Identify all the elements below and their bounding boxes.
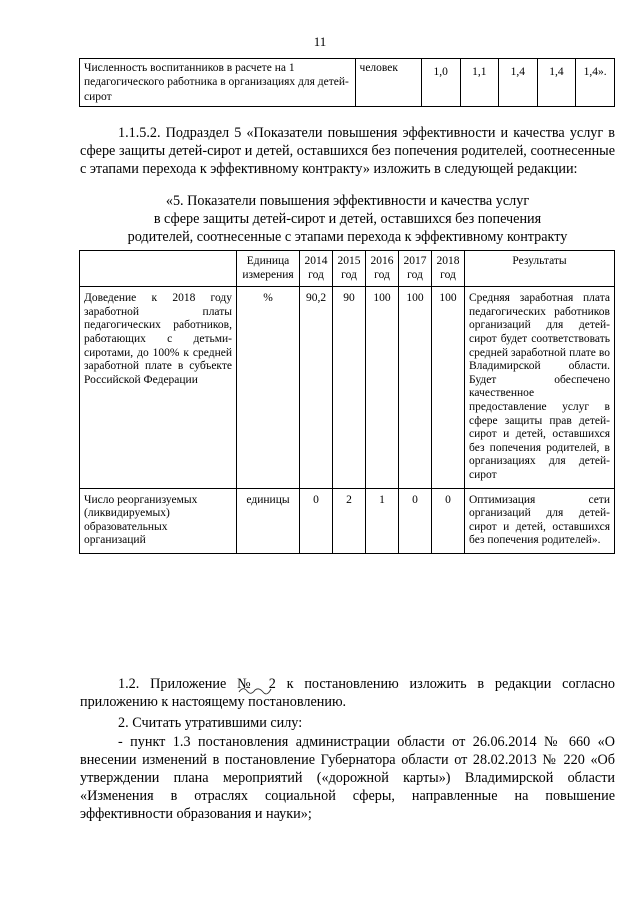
signature-mark-icon	[237, 684, 273, 696]
value-cell: 1,4	[499, 59, 538, 107]
header-year: 2014 год	[300, 251, 333, 287]
paragraph-repealed-item: - пункт 1.3 постановления администрации области от 26.06.2014 № 660 «О внесении изменений в постановление Губернатора области от 28.02.2013 № 220 «Об утверждении плана мероприятий («дорожной карты») Владимирской области «Изменения в отраслях социальной сферы, направленные на повышение эффективности образования и науки»;	[80, 734, 615, 822]
value-cell: 2	[333, 488, 366, 553]
value-cell: 1	[366, 488, 399, 553]
indicator-cell: Число реорганизуемых (ликвидируемых) образовательных организаций	[80, 488, 237, 553]
value-cell: 0	[432, 488, 465, 553]
header-row	[80, 251, 615, 287]
table-row	[80, 59, 615, 107]
header-year: 2015 год	[333, 251, 366, 287]
results-cell: Оптимизация сети организаций для детей-сирот и детей, оставшихся без попечения родителей».	[465, 488, 615, 553]
value-cell: 1,4	[537, 59, 576, 107]
header-year: 2017 год	[399, 251, 432, 287]
value-cell: 0	[399, 488, 432, 553]
unit-cell: %	[237, 287, 300, 488]
value-cell: 100	[366, 287, 399, 488]
indicators-table	[79, 250, 615, 554]
section-title	[80, 192, 615, 246]
header-indicator	[80, 251, 237, 287]
section-title-line: родителей, соотнесенные с этапами перехода к эффективному контракту	[127, 229, 568, 245]
header-results: Результаты	[465, 251, 615, 287]
value-cell: 90,2	[300, 287, 333, 488]
results-cell: Средняя заработная плата педагогических работников организаций для детей-сирот будет соответствовать средней заработной плате во Владимирской области. Будет обеспечено качественное предоставление услуг в сфере защиты прав детей-сирот и детей, оставшихся без попечения родителей, в организациях для детей-сирот	[465, 287, 615, 488]
value-cell: 100	[432, 287, 465, 488]
header-year: 2016 год	[366, 251, 399, 287]
value-cell: 1,1	[460, 59, 499, 107]
paragraph-2: 2. Считать утратившими силу:	[118, 715, 303, 731]
page-number: 11	[313, 34, 327, 49]
indicator-cell: Доведение к 2018 году заработной платы педагогических работников, работающих с детьми-сиротами, до 100% к средней заработной плате в субъекте Российской Федерации	[80, 287, 237, 488]
value-cell: 1,0	[421, 59, 460, 107]
header-unit: Единица измерения	[237, 251, 300, 287]
paragraph-1-2: 1.2. Приложение № 2 к постановлению изложить в редакции согласно приложению к настоящему постановлению.	[80, 676, 615, 710]
section-title-line: в сфере защиты детей-сирот и детей, оставшихся без попечения	[153, 211, 542, 227]
unit-cell: единицы	[237, 488, 300, 553]
section-title-line: «5. Показатели повышения эффективности и качества услуг	[165, 193, 530, 209]
header-year: 2018 год	[432, 251, 465, 287]
value-cell: 100	[399, 287, 432, 488]
table-row	[80, 488, 615, 553]
value-cell: 1,4».	[576, 59, 615, 107]
continuation-table	[79, 58, 615, 107]
value-cell: 90	[333, 287, 366, 488]
paragraph-1-1-5-2: 1.1.5.2. Подраздел 5 «Показатели повышения эффективности и качества услуг в сфере защиты детей-сирот и детей, оставшихся без попечения родителей, соотнесенные с этапами перехода к эффективному контракту» изложить в следующей редакции:	[80, 125, 615, 177]
unit-cell: человек	[355, 59, 421, 107]
table-row	[80, 287, 615, 488]
indicator-cell: Численность воспитанников в расчете на 1 педагогического работника в организациях для детей-сирот	[80, 59, 356, 107]
value-cell: 0	[300, 488, 333, 553]
